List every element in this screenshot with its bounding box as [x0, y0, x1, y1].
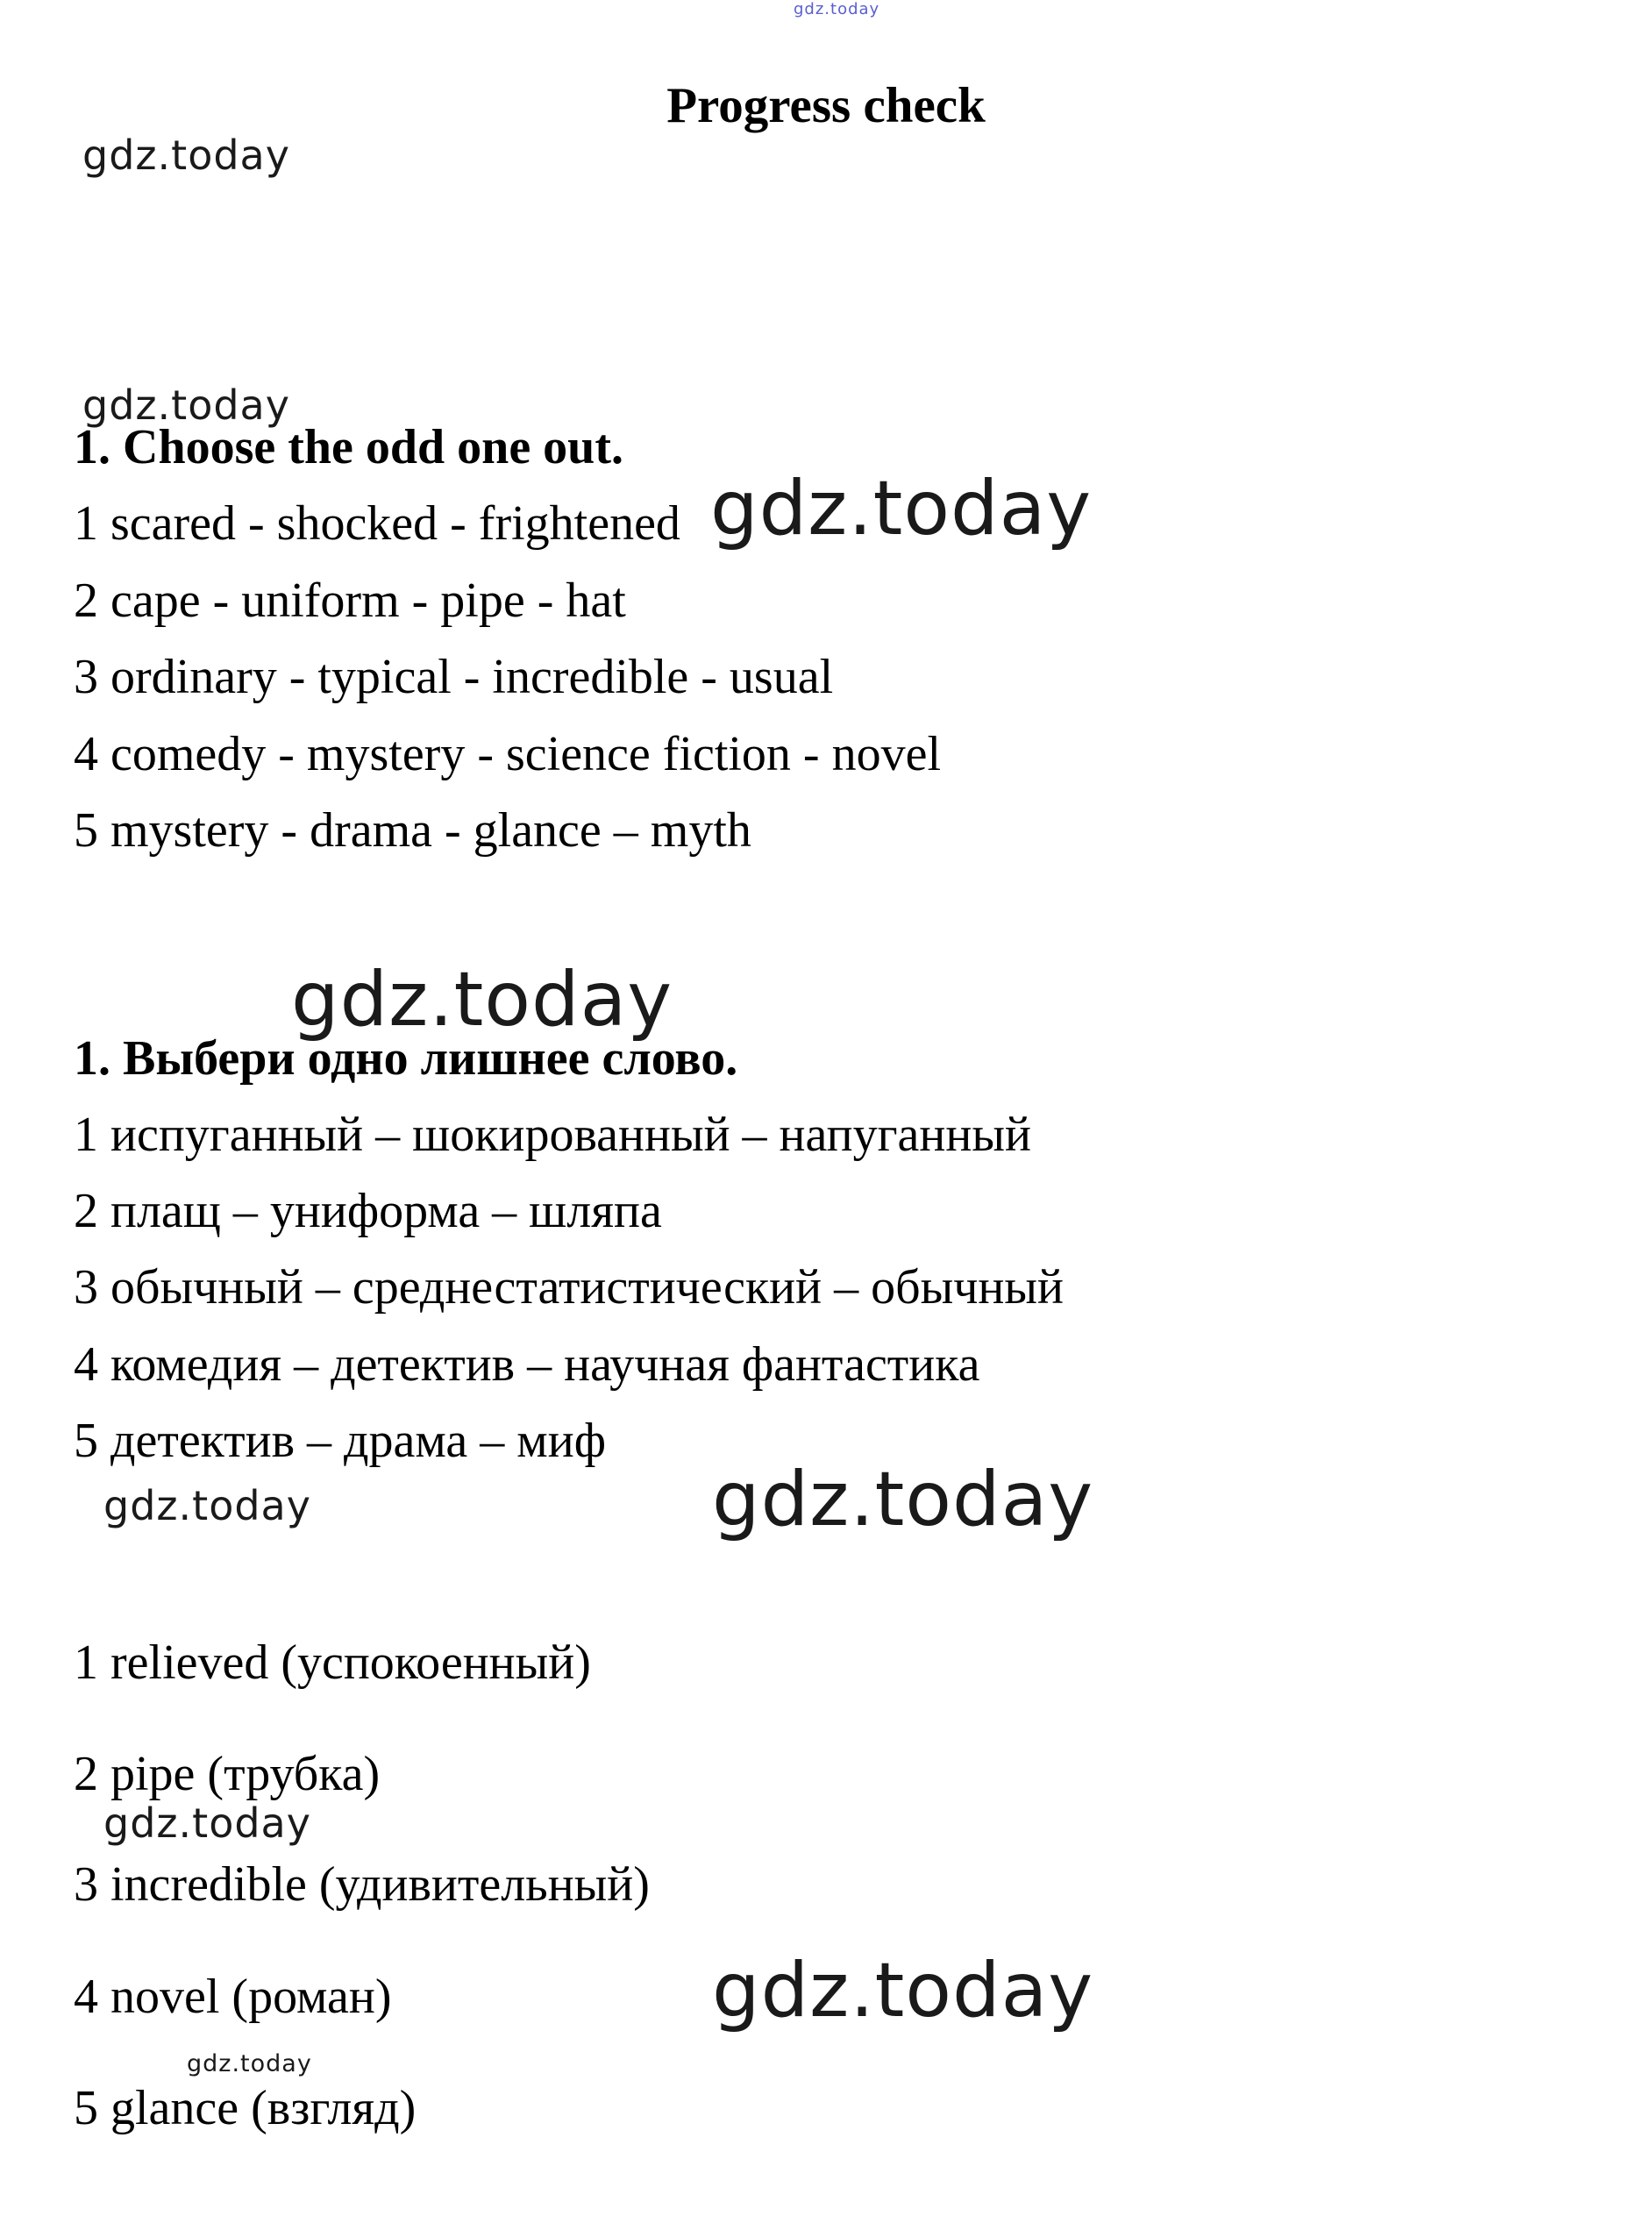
watermark: gdz.today	[712, 1947, 1094, 2034]
english-line: 5 mystery - drama - glance – myth	[74, 803, 751, 858]
watermark: gdz.today	[710, 465, 1093, 552]
answer-line: 5 glance (взгляд)	[74, 2081, 417, 2135]
english-line: 1 scared - shocked - frightened	[74, 496, 680, 551]
watermark: gdz.today	[103, 1482, 311, 1529]
answer-line: 2 pipe (трубка)	[74, 1747, 381, 1801]
russian-line: 4 комедия – детектив – научная фантастика	[74, 1337, 980, 1392]
watermark: gdz.today	[103, 1799, 311, 1847]
russian-line: 3 обычный – среднестатистический – обычный	[74, 1260, 1064, 1315]
russian-line: 5 детектив – драма – миф	[74, 1414, 606, 1468]
english-line: 2 cape - uniform - pipe - hat	[74, 574, 626, 628]
answer-line: 4 novel (роман)	[74, 1970, 392, 2024]
watermark: gdz.today	[291, 956, 673, 1044]
answer-line: 1 relieved (успокоенный)	[74, 1635, 591, 1690]
russian-line: 2 плащ – униформа – шляпа	[74, 1184, 662, 1238]
watermark: gdz.today	[712, 1456, 1094, 1543]
russian-line: 1 испуганный – шокированный – напуганный	[74, 1108, 1031, 1162]
watermark-top: gdz.today	[794, 0, 880, 18]
english-line: 3 ordinary - typical - incredible - usual	[74, 650, 834, 704]
english-line: 4 comedy - mystery - science fiction - novel	[74, 727, 941, 781]
watermark: gdz.today	[82, 132, 290, 179]
answer-line: 3 incredible (удивительный)	[74, 1857, 650, 1912]
watermark: gdz.today	[82, 381, 290, 429]
watermark: gdz.today	[187, 2050, 312, 2077]
russian-heading: 1. Выбери одно лишнее слово.	[74, 1031, 738, 1086]
english-heading: 1. Choose the odd one out.	[74, 420, 623, 474]
page-title: Progress check	[666, 78, 986, 133]
